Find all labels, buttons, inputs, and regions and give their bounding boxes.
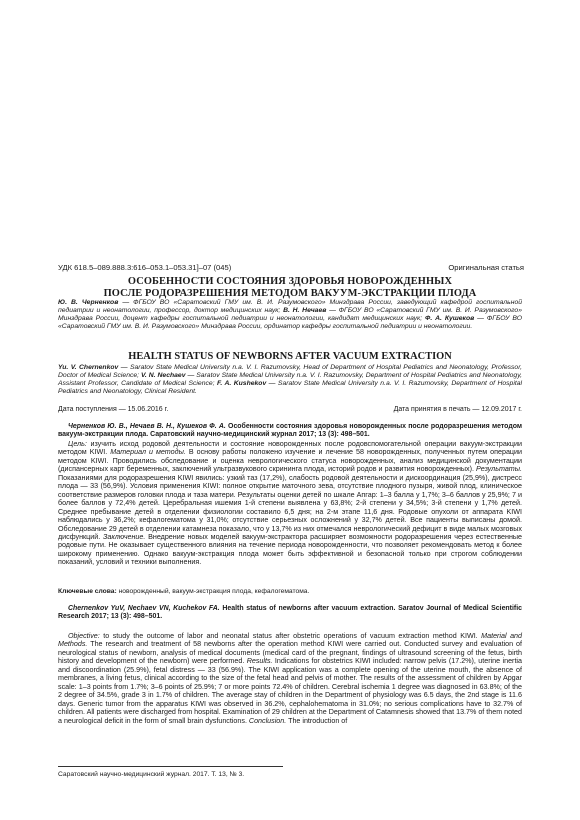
abstract-text: Indications for obstetrics KIWI included: narrow pelvis (17.2%), uterine inertia and discoordination (25.9%), fetal distress — 33 (56.9%). The KIWI application was a complete opening of the uterine mouth, the absence of membranes, a living fetus, clinical according to the size of the fetal head and pelvis of mother. The results of the assessment of children by Apgar scale: 1–3 points from 1.7%; 3–6 points of 25.9%; 7 or more points 72.4% of children. Cerebral ischemia 1 degree was diagnosed in 63.8%; of the 2 degree of 34.5%, grade 3 in 1.7% of children. The average stay of children in the Department of physiology was 6.5 days, the 2nd stage is 11.6 days. Generic tumor from the apparatus KIWI was observed in 36.2%, cephalohematoma in 31.0%; no serious complications have to 32.7% of children. All patients were discharged from hospital. Examination of 29 children at the Department of Catamnesis showed that 13.7% of them noted a neurological deficit in the form of small brain dysfunctions. — [58, 657, 523, 725]
citation-details: Health status of newborns after vacuum extraction. Saratov Journal of Medical Scientific Research 2017; 13 (3): 498–501. — [58, 605, 522, 621]
abstract-label: Objective: — [68, 632, 100, 640]
citation-english — [58, 605, 522, 622]
author-affiliation: — Saratov State Medical University n.a. V. I. Razumovsky, Department of Hospital Pediatrics and Neonatology, Clinical Resident. — [58, 380, 523, 396]
title-english: HEALTH STATUS OF NEWBORNS AFTER VACUUM EXTRACTION — [128, 351, 452, 362]
abstract-text: изучить исход родовой деятельности и состояние новорожденных после родовспомогательной операции вакуум-экстракции методом KIWI. — [58, 440, 522, 457]
authors-english — [58, 364, 522, 396]
citation-details: Особенности состояния здоровья новорожденных после родоразрешения методом вакуум-экстракции плода. Саратовский научно-медицинский журнал 2017; 13 (3): 498–501. — [58, 423, 522, 439]
author-name: F. A. Kushekov — [217, 380, 267, 388]
author-name: Ф. А. Кушеков — [425, 315, 475, 323]
author-affiliation: — ФГБОУ ВО «Саратовский ГМУ им. В. И. Разумовского» Минздрава России, доцент кафедры госпитальной педиатрии и неонатологии, кандидат медицинских наук; — [58, 307, 522, 323]
article-type: Оригинальная статья — [448, 263, 524, 272]
abstract-text: The research and treatment of 58 newborns after the operation method KIWI were carried out. Conducted survey and evaluation of neurological status of newborn, analysis of medical documents (medical card of the pregnant, findings of ultrasound screening of the fetus, birth history and development of the newborn) were performed. — [58, 640, 522, 666]
abstract-label: Заключение. — [103, 532, 146, 541]
abstract-label: Material and Methods. — [58, 632, 522, 649]
citation-authors: Черненков Ю. В., Нечаев В. Н., Кушеков Ф. А. — [68, 423, 226, 430]
abstract-text: В основу работы положено изучение и лечение 58 новорожденных, полученных путем операции методом KIWI. Проводились обследование и оценка неврологического статуса новорожденных, анализ медицинской документации (диспансерных карт беременных, заключений ультразвукового скрининга плода, историй родов и развития новорожденных). — [58, 448, 522, 474]
author-name: V. N. Nechaev — [141, 372, 186, 380]
date-received: Дата поступления — 15.06.2016 г. — [58, 406, 169, 413]
journal-footer: Саратовский научно-медицинский журнал. 2017. Т. 13, № 3. — [58, 771, 245, 778]
abstract-label: Результаты. — [476, 465, 522, 474]
abstract-text: Показаниями для родоразрешения KIWI явились: узкий таз (17,2%), слабость родовой деятельности и дискоординация (25,9%), дистресс плода — 33 (56,9%). Условия применения KIWI: полное открытие маточного зева, отсутствие плодного пузыря, живой плод, клиническое соответствие размеров головки плода и таза матери. Результаты оценки детей по шкале Апгар: 1–3 балла у 1,7%; 3–6 баллов у 25,9%; 7 и более баллов у 72,4% детей. Церебральная ишемия 1-й степени выявлена у 63,8%; 2-й степени у 34,5%; 3-й степени у 1,7% детей. Среднее пребывание детей в отделении физиологии составило 6,5 дня; на 2-м этапе 11,6 дня. Родовые опухоли от аппарата KIWI наблюдались у 36,2%; кефалогематома у 31,0%; отсутствие серьезных осложнений у 32,7% детей. Все пациенты выписаны домой. Обследование 29 детей в отделении катамнеза показало, что у 13,7% из них отмечался неврологический дефицит в виде малых мозговых дисфункций. — [58, 473, 522, 541]
abstract-label: Results. — [246, 657, 273, 666]
udk-code: УДК 618.5–089.888.3:616–053.1–053.31]–07 (045) — [58, 263, 232, 272]
author-affiliation: — Saratov State Medical University n.a. V. I. Razumovsky, Head of Department of Hospital Pediatrics and Neonatology, Professor, Doctor of Medical Science; — [58, 364, 522, 380]
abstract-text: to study the outcome of labor and neonatal status after obstetric operations of vacuum extraction method KIWI. — [99, 632, 482, 640]
abstract-label: Цель: — [68, 440, 87, 448]
author-affiliation: — ФГБОУ ВО «Саратовский ГМУ им. В. И. Разумовского» Минздрава России, ординатор кафедры госпитальной педиатрии и неонатологии. — [58, 315, 522, 331]
authors-russian — [58, 299, 522, 331]
author-name: В. Н. Нечаев — [283, 307, 327, 315]
footer-rule — [58, 766, 283, 767]
author-name: Yu. V. Chernenkov — [58, 364, 119, 371]
citation-authors: Chernenkov YuV, Nechaev VN, Kuchekov FA. — [68, 605, 220, 612]
abstract-russian — [58, 440, 522, 567]
title-russian-line1: ОСОБЕННОСТИ СОСТОЯНИЯ ЗДОРОВЬЯ НОВОРОЖДЕННЫХ — [127, 276, 453, 287]
abstract-label: Материал и методы. — [110, 448, 186, 457]
abstract-text: The introduction of — [286, 716, 348, 725]
keywords-label: Ключевые слова: — [58, 588, 117, 595]
title-russian-line2: ПОСЛЕ РОДОРАЗРЕШЕНИЯ МЕТОДОМ ВАКУУМ-ЭКСТРАКЦИИ ПЛОДА — [103, 287, 477, 299]
keywords-text: новорожденный, вакуум-экстракция плода, кефалогематома. — [116, 588, 310, 595]
keywords-russian — [58, 588, 522, 595]
author-name: Ю. В. Черненков — [58, 299, 119, 306]
abstract-label: Conclusion. — [248, 716, 287, 725]
title-russian — [58, 276, 522, 299]
author-affiliation: — ФГБОУ ВО «Саратовский ГМУ им. В. И. Разумовского» Минздрава России, заведующий кафедрой госпитальной педиатрии и неонатологии, профессор, доктор медицинских наук; — [58, 299, 522, 315]
abstract-text: Внедрение новых моделей вакуум-экстрактора расширяет возможности родоразрешения через естественные родовые пути. Не оказывает существенного влияния на течение периода новорожденности, что позволяет рекомендовать метод к более широкому применению. Однако вакуум-экстракция плода может быть эффективной и безопасной только при строгом соблюдении показаний, условий и техники выполнения. — [58, 532, 523, 567]
date-accepted: Дата принятия в печать — 12.09.2017 г. — [393, 406, 522, 413]
dates-row — [58, 406, 522, 413]
abstract-english — [58, 632, 522, 725]
author-affiliation: — Saratov State Medical University n.a. V. I. Razumovsky, Department of Hospital Pediatrics and Neonatology, Assistant Professor, Candidate of Medical Science; — [58, 372, 522, 388]
citation-russian — [58, 423, 522, 440]
